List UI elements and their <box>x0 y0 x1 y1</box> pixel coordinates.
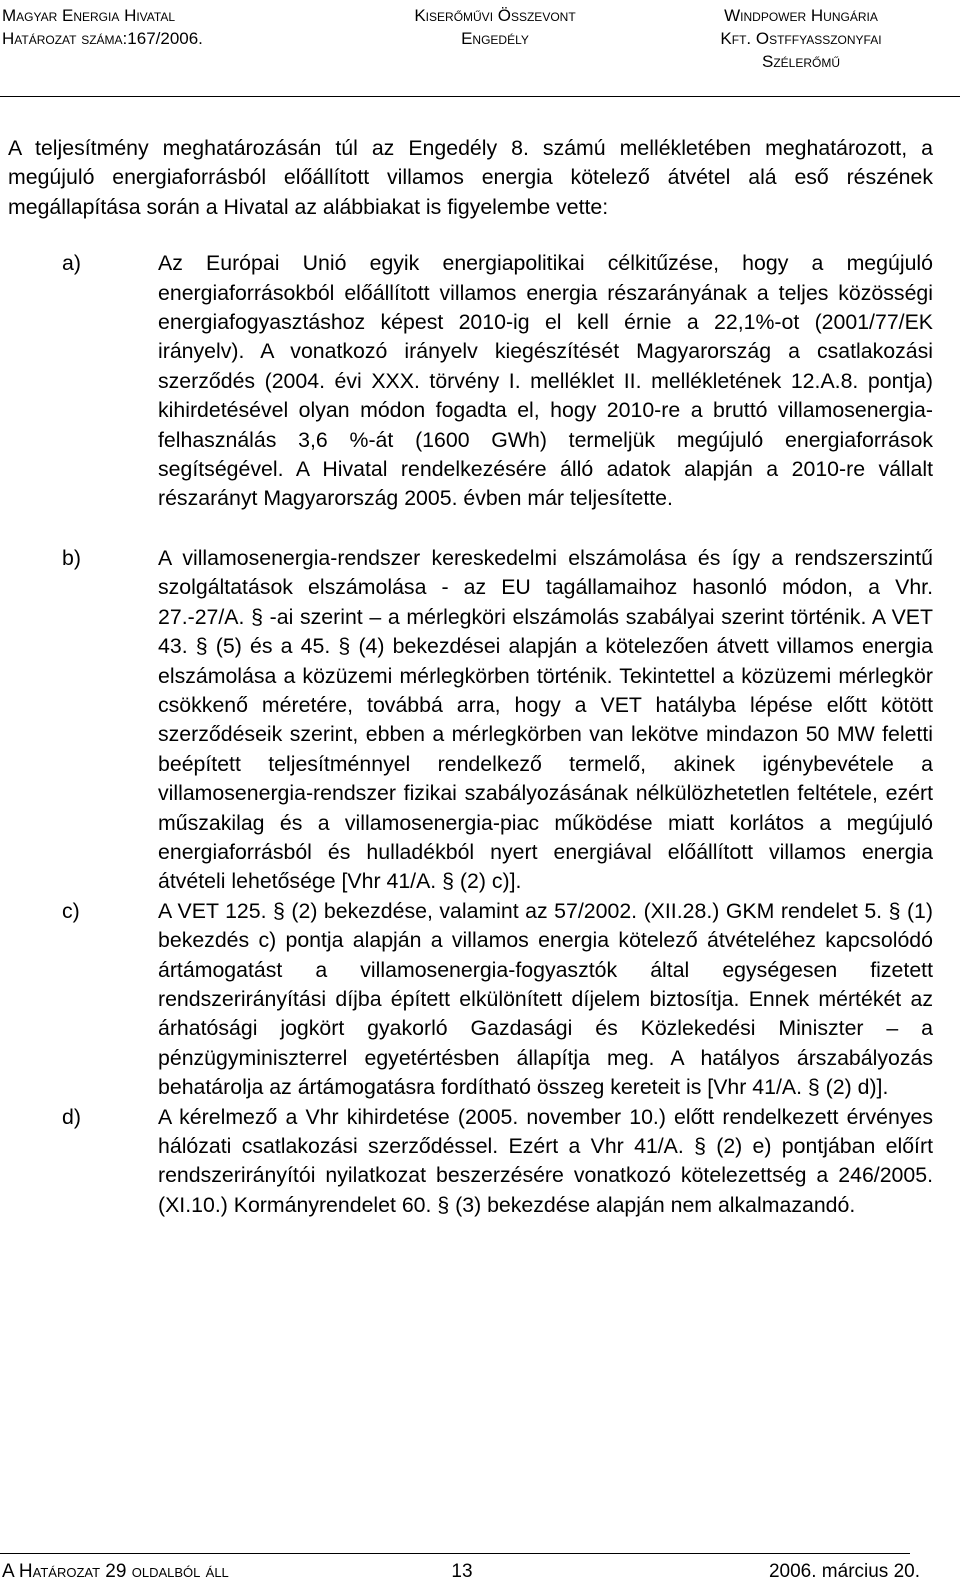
list-item-text: A villamosenergia-rendszer kereskedelmi elszámolása és így a rendszerszintű szolgáltatások elszámolása - az EU tagállamaihoz hasonló módon, a Vhr. 27.-27/A. § -ai szerint – a mérlegköri elszámolás szabályai szerint történik. A VET 43. § (5) és a 45. § (4) bekezdései alapján a kötelezően átvett villamos energia elszámolása a közüzemi mérlegkörben történik. Tekintettel a közüzemi mérlegkör csökkenő méretére, továbbá arra, hogy a VET hatályba lépése előtt kötött szerződéseik szerint, ebben a mérlegkörben van lekötve mindazon 50 MW feletti beépített teljesítménnyel rendelkező termelő, akinek igénybevétele a villamosenergia-rendszer fizikai szabályozásának nélkülözhetetlen feltétele, ezért műszakilag és a villamosenergia-piac működése miatt korlátos a megújuló energiaforrásból és hulladékból nyert energiával előállított villamos energia átvételi lehetősége [Vhr 41/A. § (2) c)]. <box>158 545 933 894</box>
page-number: 13 <box>451 1561 473 1582</box>
list-item-d <box>8 1103 933 1221</box>
licensee-line-2: Kft. Ostffyasszonyfai <box>720 29 882 48</box>
list-item-text: A VET 125. § (2) bekezdése, valamint az 57/2002. (XII.28.) GKM rendelet 5. § (1) bekezdés c) pontja alapján a villamos energia kötelező átvételéhez kapcsolódó ártámogatást a villamosenergia-fogyasztók által egységesen fizetett rendszerirányítási díjba épített elkülönített díjelem biztosítja. Ennek mértékét az árhatósági jogkört gyakorló Gazdasági és Közlekedési Miniszter – a pénzügyminiszterrel egyetértésben állapítja meg. A hatályos árszabályozás behatárolja az ártámogatásra fordítható összeg kereteit is [Vhr 41/A. § (2) d)]. <box>158 898 933 1100</box>
list-item-letter: a) <box>62 251 81 276</box>
licensee-line-3: Szélerőmű <box>761 52 840 71</box>
licensee-line-1: Windpower Hungária <box>724 6 878 25</box>
list-item-c <box>8 897 933 1103</box>
header-right <box>650 4 952 73</box>
header-left <box>2 4 322 50</box>
license-type-line-2: Engedély <box>461 29 529 48</box>
footer-divider <box>0 1553 910 1554</box>
list-item-text: A kérelmező a Vhr kihirdetése (2005. november 10.) előtt rendelkezett érvényes hálózati csatlakozási szerződéssel. Ezért a Vhr 41/A. § (2) e) pontjában előírt rendszerirányítói nyilatkozat beszerzésére vonatkozó kötelezettség a 246/2005. (XI.10.) Kormányrendelet 60. § (3) bekezdése alapján nem alkalmazandó. <box>158 1104 933 1217</box>
page-count-note: A Határozat 29 oldalból áll <box>2 1561 229 1582</box>
page-header <box>0 4 960 96</box>
list-item-a <box>8 249 933 514</box>
header-center <box>330 4 660 50</box>
intro-paragraph: A teljesítmény meghatározásán túl az Engedély 8. számú mellékletében meghatározott, a megújuló energiaforrásból előállított villamos energia kötelező átvétel alá eső részének megállapítása során a Hivatal az alábbiakat is figyelembe vette: <box>8 136 933 219</box>
list-item-text: Az Európai Unió egyik energiapolitikai célkitűzése, hogy a megújuló energiaforrásokból előállított villamos energia részarányának a teljes közösségi energiafogyasztáshoz képest 2010-ig el kell érnie a 22,1%-ot (2001/77/EK irányelv). A vonatkozó irányelv kiegészítését Magyarország a csatlakozási szerződés (2004. évi XXX. törvény I. melléklet II. mellékletének 12.A.8. pontja) kihirdetésével olyan módon fogadta el, hogy 2010-re a bruttó villamosenergia-felhasználás 3,6 %-át (1600 GWh) termeljük megújuló energiaforrások segítségével. A Hivatal rendelkezésére álló adatok alapján a 2010-re vállalt részarányt Magyarország 2005. évben már teljesítette. <box>158 251 933 511</box>
list-item-letter: b) <box>62 545 81 570</box>
authority-name: Magyar Energia Hivatal <box>2 6 176 25</box>
header-divider <box>0 96 960 97</box>
resolution-number: Határozat száma:167/2006. <box>2 29 203 48</box>
list-item-letter: d) <box>62 1104 81 1129</box>
list-item-letter: c) <box>62 898 80 923</box>
document-date: 2006. március 20. <box>768 1561 920 1582</box>
page-footer <box>0 1559 960 1589</box>
list-item-b <box>8 544 933 897</box>
document-body <box>8 134 933 1220</box>
license-type-line-1: Kiserőművi Összevont <box>414 6 576 25</box>
